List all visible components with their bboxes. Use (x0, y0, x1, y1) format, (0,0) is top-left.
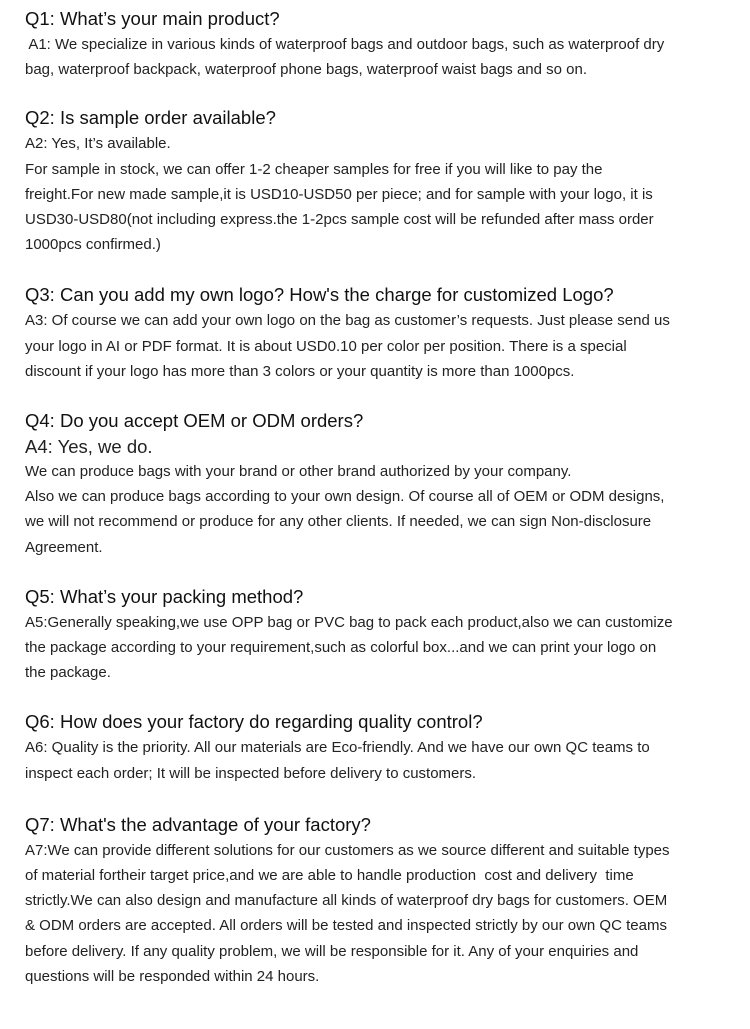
answer-2-line-4: USD30-USD80(not including express.the 1-2pcs sample cost will be refunded after mass order (25, 211, 654, 229)
question-2: Q2: Is sample order available? (25, 107, 276, 129)
question-1: Q1: What’s your main product? (25, 8, 280, 29)
answer-6-line-1: A6: Quality is the priority. All our materials are Eco-friendly. And we have our own QC teams to (25, 739, 650, 757)
answer-6-line-2: inspect each order; It will be inspected before delivery to customers. (25, 764, 477, 782)
answer-7-line-3: strictly.We can also design and manufacture all kinds of waterproof dry bags for customers. OEM (25, 892, 668, 910)
answer-5-line-2: the package according to your requirement,such as colorful box...and we can print your logo on (25, 639, 657, 657)
answer-3-line-1: A3: Of course we can add your own logo on the bag as customer’s requests. Just please send us (25, 312, 670, 330)
answer-2-line-5: 1000pcs confirmed.) (25, 236, 161, 254)
answer-7-line-5: before delivery. If any quality problem, we will be responsible for it. Any of your enquiries and (25, 942, 639, 960)
faq-item-q4 (25, 408, 725, 560)
answer-4-short: A4: Yes, we do. (25, 436, 153, 458)
question-3: Q3: Can you add my own logo? How's the charge for customized Logo? (25, 284, 614, 306)
faq-item-q2 (25, 105, 725, 257)
answer-7-line-1: A7:We can provide different solutions for our customers as we source different and suitable types (25, 841, 670, 859)
faq-item-q6 (25, 709, 725, 785)
faq-item-q5 (25, 584, 725, 686)
question-4: Q4: Do you accept OEM or ODM orders? (25, 410, 364, 432)
answer-2-line-1: A2: Yes, It’s available. (25, 135, 171, 153)
answer-4-line-2: Also we can produce bags according to your own design. Of course all of OEM or ODM designs, (25, 488, 665, 506)
faq-item-q1 (25, 6, 725, 82)
answer-7-line-4: & ODM orders are accepted. All orders will be tested and inspected strictly by our own QC teams (25, 917, 667, 935)
question-7: Q7: What's the advantage of your factory? (25, 813, 371, 835)
answer-3-line-3: discount if your logo has more than 3 colors or your quantity is more than 1000pcs. (25, 362, 575, 380)
faq-item-q7 (25, 812, 725, 989)
question-5: Q5: What’s your packing method? (25, 585, 304, 607)
answer-3-line-2: your logo in AI or PDF format. It is about USD0.10 per color per position. There is a special (25, 337, 627, 355)
answer-5-line-1: A5:Generally speaking,we use OPP bag or PVC bag to pack each product,also we can customize (25, 613, 673, 631)
answer-1-line-1: A1: We specialize in various kinds of waterproof bags and outdoor bags, such as waterproof dry (25, 36, 665, 53)
answer-4-line-1: We can produce bags with your brand or other brand authorized by your company. (25, 463, 572, 481)
answer-4-line-4: Agreement. (25, 538, 103, 556)
answer-2-line-2: For sample in stock, we can offer 1-2 cheaper samples for free if you will like to pay the (25, 160, 603, 178)
answer-5-line-3: the package. (25, 664, 111, 682)
faq-item-q3 (25, 282, 725, 384)
answer-7-line-2: of material fortheir target price,and we are able to handle production cost and delivery time (25, 867, 634, 885)
answer-2-line-3: freight.For new made sample,it is USD10-USD50 per piece; and for sample with your logo, it is (25, 185, 653, 203)
faq-list (25, 6, 725, 989)
answer-4-line-3: we will not recommend or produce for any other clients. If needed, we can sign Non-disclosure (25, 513, 652, 531)
question-6: Q6: How does your factory do regarding quality control? (25, 711, 483, 733)
answer-1-line-2: bag, waterproof backpack, waterproof phone bags, waterproof waist bags and so on. (25, 61, 588, 79)
answer-7-line-6: questions will be responded within 24 hours. (25, 967, 320, 985)
